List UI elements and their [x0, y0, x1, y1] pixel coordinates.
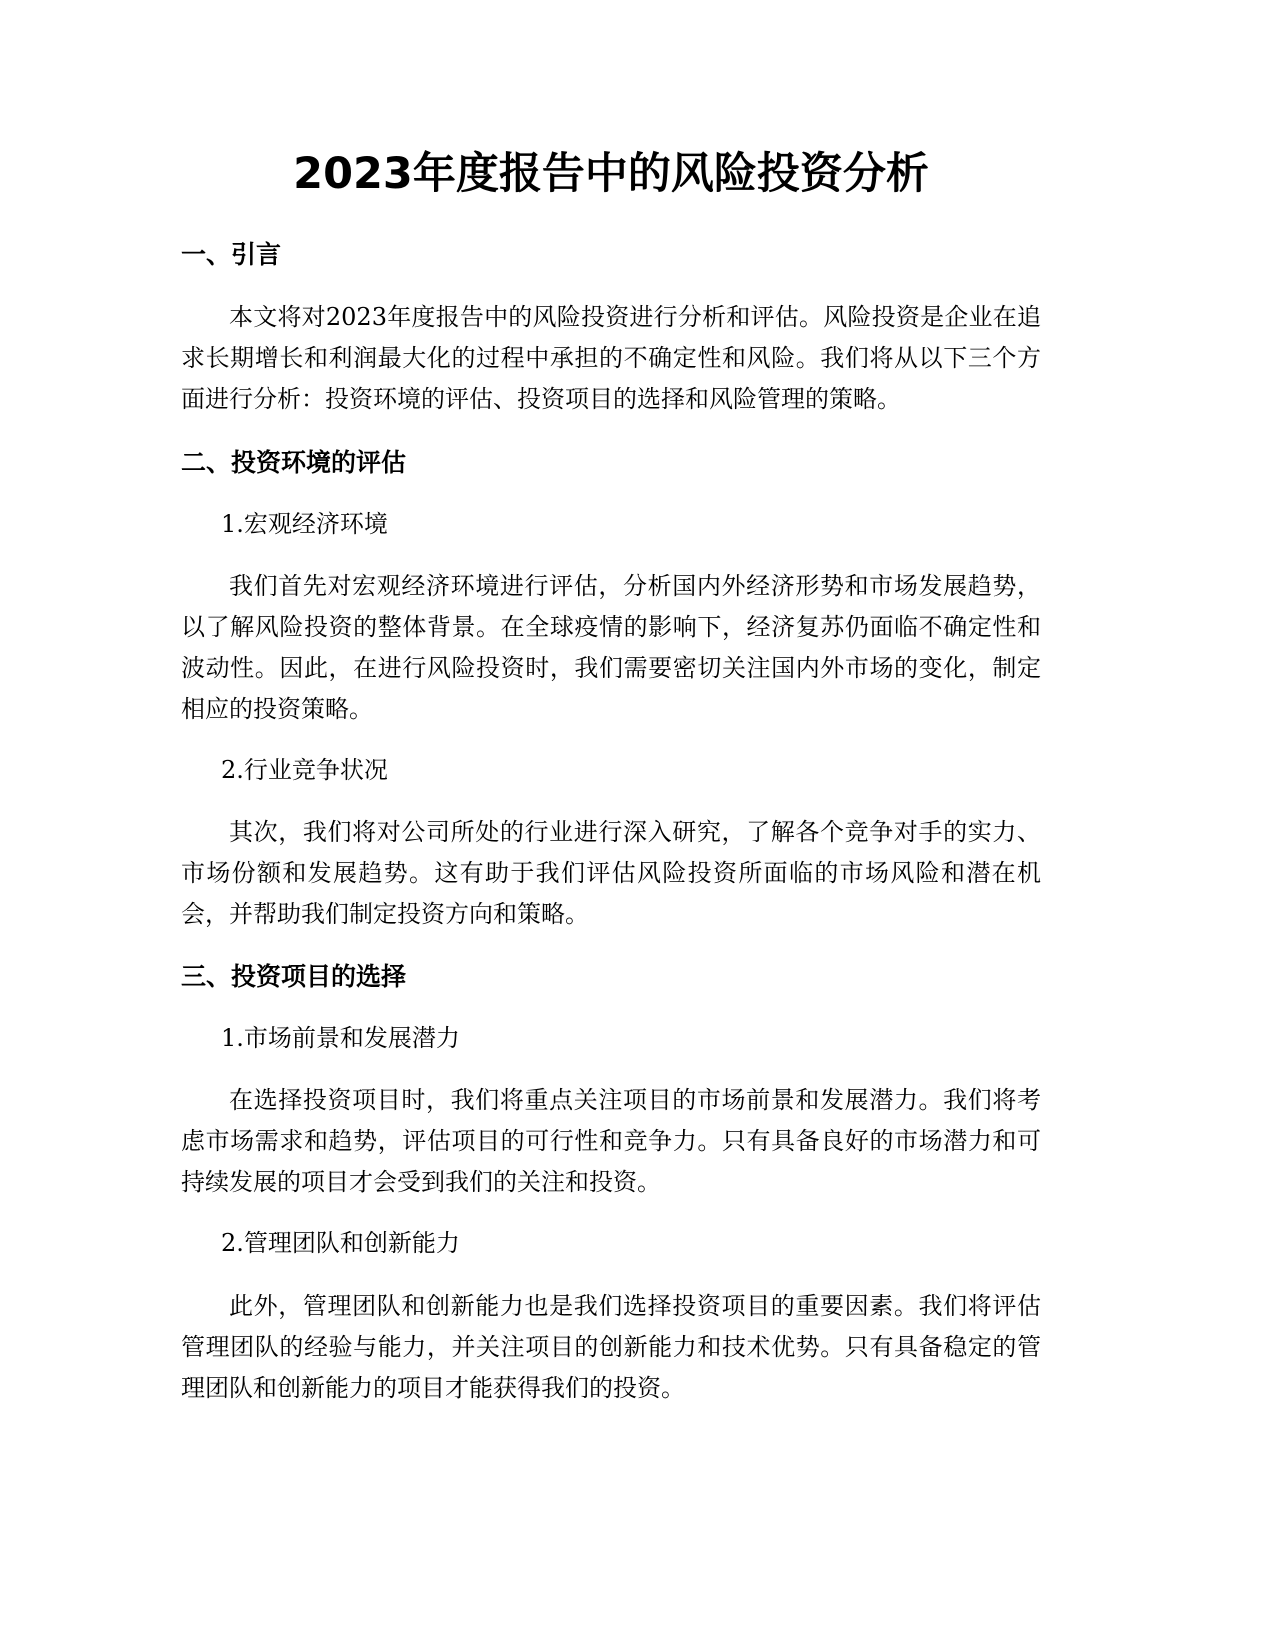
subsection-title-management-innovation: 2.管理团队和创新能力 — [221, 1229, 460, 1257]
industry-competition-paragraph: 其次，我们将对公司所处的行业进行深入研究，了解各个竞争对手的实力、市场份额和发展趋势。这有助于我们评估风险投资所面临的市场风险和潜在机会，并帮助我们制定投资方向和策略。 — [181, 818, 1041, 928]
section-heading-project-selection: 三、投资项目的选择 — [181, 962, 407, 991]
section-heading-investment-environment: 二、投资环境的评估 — [181, 448, 407, 477]
subsection-title-market-prospects: 1.市场前景和发展潜力 — [221, 1024, 460, 1052]
management-innovation-paragraph: 此外，管理团队和创新能力也是我们选择投资项目的重要因素。我们将评估管理团队的经验与能力，并关注项目的创新能力和技术优势。只有具备稳定的管理团队和创新能力的项目才能获得我们的投资。 — [181, 1292, 1041, 1402]
macro-economy-paragraph: 我们首先对宏观经济环境进行评估，分析国内外经济形势和市场发展趋势，以了解风险投资的整体背景。在全球疫情的影响下，经济复苏仍面临不确定性和波动性。因此，在进行风险投资时，我们需要密切关注国内外市场的变化，制定相应的投资策略。 — [181, 572, 1041, 723]
introduction-paragraph: 本文将对2023年度报告中的风险投资进行分析和评估。风险投资是企业在追求长期增长和利润最大化的过程中承担的不确定性和风险。我们将从以下三个方面进行分析：投资环境的评估、投资项目的选择和风险管理的策略。 — [181, 303, 1041, 413]
subsection-title-macro-economy: 1.宏观经济环境 — [221, 510, 388, 538]
document-title: 2023年度报告中的风险投资分析 — [293, 149, 929, 199]
section-heading-introduction: 一、引言 — [181, 240, 282, 269]
subsection-title-industry-competition: 2.行业竞争状况 — [221, 756, 388, 784]
market-prospects-paragraph: 在选择投资项目时，我们将重点关注项目的市场前景和发展潜力。我们将考虑市场需求和趋势，评估项目的可行性和竞争力。只有具备良好的市场潜力和可持续发展的项目才会受到我们的关注和投资。 — [181, 1086, 1041, 1196]
